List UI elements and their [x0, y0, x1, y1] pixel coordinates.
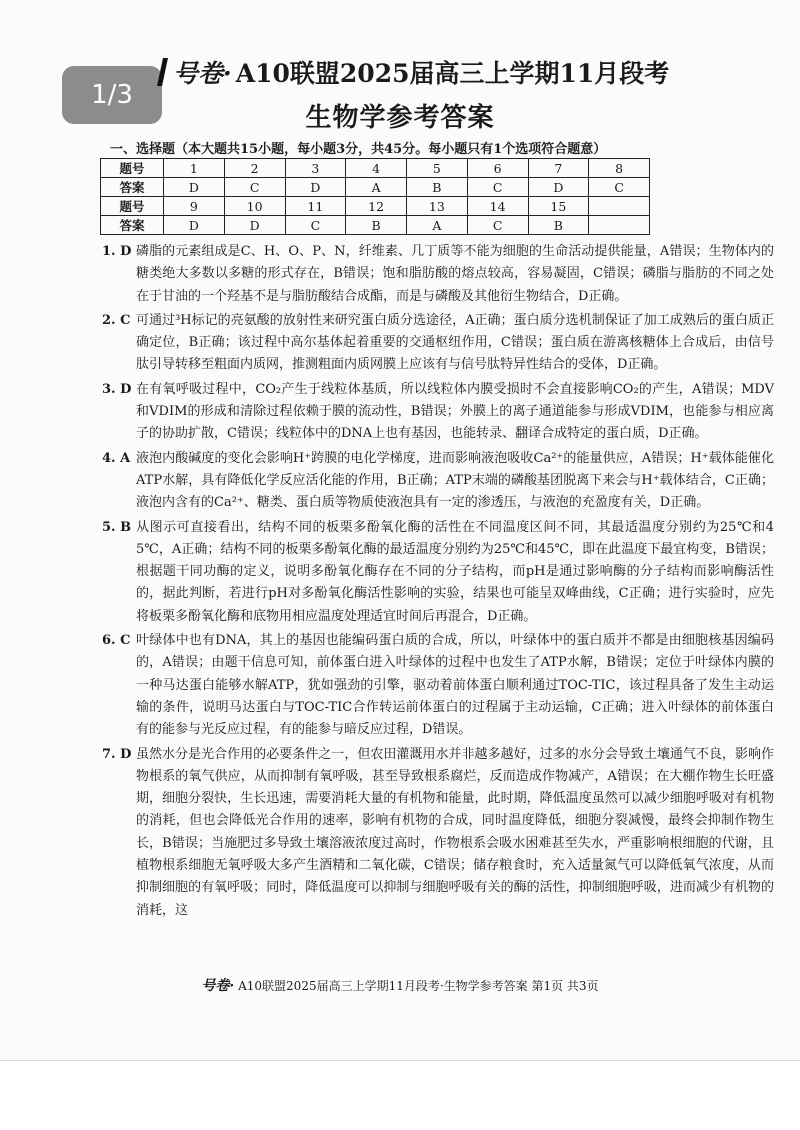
answer-cell: B: [346, 216, 407, 235]
item-number: 7. D: [102, 746, 132, 762]
explanation-item: [102, 448, 774, 515]
question-number: 10: [224, 197, 285, 216]
explanation-item: [102, 379, 774, 446]
brand-logo-text: 号卷·: [173, 59, 232, 88]
question-number: 5: [407, 159, 468, 178]
answer-table-row: [101, 178, 650, 197]
answer-cell: C: [285, 216, 346, 235]
question-number: 3: [285, 159, 346, 178]
item-number: 5. B: [102, 519, 132, 535]
question-number: 2: [224, 159, 285, 178]
item-text: 可通过³H标记的亮氨酸的放射性来研究蛋白质分选途径，A正确；蛋白质分选机制保证了加工成熟后的蛋白质正确定位，B正确；该过程中高尔基体起着重要的交通枢纽作用，C错误；蛋白质在游离核糖体上合成后，由信号肽引导转移至粗面内质网，推测粗面内质网膜上应该有与信号肽特异性结合的受体，D正确。: [136, 312, 774, 373]
page-indicator-badge[interactable]: 1/3: [62, 66, 162, 124]
answer-cell: C: [589, 178, 650, 197]
question-number: 15: [528, 197, 589, 216]
question-number: 11: [285, 197, 346, 216]
document-title: A10联盟2025届高三上学期11月段考: [235, 59, 670, 88]
answer-table-row: [101, 197, 650, 216]
answer-cell: C: [467, 178, 528, 197]
page-divider: [0, 1060, 800, 1061]
answer-cell: [589, 216, 650, 235]
item-text: 在有氧呼吸过程中，CO₂产生于线粒体基质，所以线粒体内膜受损时不会直接影响CO₂的产生，A错误；MDV和VDIM的形成和清除过程依赖于膜的流动性，B错误；外膜上的离子通道能参与形成VDIM，也能参与相应离子的协助扩散，C错误；线粒体中的DNA上也有基因，也能转录、翻译合成特定的蛋白质，D正确。: [136, 381, 774, 442]
row-label: 答案: [101, 216, 164, 235]
row-label: 答案: [101, 178, 164, 197]
answer-cell: D: [164, 178, 225, 197]
answer-explanations: [102, 241, 774, 924]
question-number: 6: [467, 159, 528, 178]
answer-cell: A: [346, 178, 407, 197]
answer-table-row: [101, 159, 650, 178]
item-text: 液泡内酸碱度的变化会影响H⁺跨膜的电化学梯度，进而影响液泡吸收Ca²⁺的能量供应，A错误；H⁺载体能催化ATP水解，具有降低化学反应活化能的作用，B正确；ATP末端的磷酸基团脱离下来会与H⁺载体结合，C正确；液泡内含有的Ca²⁺、糖类、蛋白质等物质使液泡具有一定的渗透压，与液泡的充盈度有关，D正确。: [136, 450, 774, 511]
item-number: 3. D: [102, 381, 132, 397]
answer-cell: A: [407, 216, 468, 235]
item-text: 叶绿体中也有DNA，其上的基因也能编码蛋白质的合成，所以，叶绿体中的蛋白质并不都是由细胞核基因编码的，A错误；由题干信息可知，前体蛋白进入叶绿体的过程中也发生了ATP水解，B错误；定位于叶绿体内膜的一种马达蛋白能够水解ATP，犹如强劲的引擎，驱动着前体蛋白顺利通过TOC-TIC，该过程具备了发生主动运输的条件，说明马达蛋白与TOC-TIC合作转运前体蛋白的过程属于主动运输，C正确；进入叶绿体的前体蛋白有的能参与光反应过程，有的能参与暗反应过程，D错误。: [136, 633, 774, 738]
question-number: 8: [589, 159, 650, 178]
document-header: [160, 52, 685, 92]
answer-cell: B: [407, 178, 468, 197]
question-number: 4: [346, 159, 407, 178]
item-number: 2. C: [102, 312, 131, 328]
row-label: 题号: [101, 197, 164, 216]
answer-cell: B: [528, 216, 589, 235]
answer-cell: C: [224, 178, 285, 197]
answer-table: [100, 158, 650, 235]
row-label: 题号: [101, 159, 164, 178]
explanation-item: [102, 630, 774, 741]
question-number: [589, 197, 650, 216]
answer-cell: D: [285, 178, 346, 197]
answer-table-row: [101, 216, 650, 235]
explanation-item: [102, 517, 774, 628]
document-subtitle: 生物学参考答案: [305, 103, 495, 133]
question-number: 1: [164, 159, 225, 178]
question-number: 9: [164, 197, 225, 216]
question-number: 14: [467, 197, 528, 216]
question-number: 13: [407, 197, 468, 216]
item-text: 虽然水分是光合作用的必要条件之一，但农田灌溉用水并非越多越好，过多的水分会导致土壤通气不良，影响作物根系的氧气供应，从而抑制有氧呼吸，甚至导致根系腐烂，反而造成作物减产，A错误；在大棚作物生长旺盛期，细胞分裂快，生长迅速，需要消耗大量的有机物和能量，此时期，降低温度虽然可以减少细胞呼吸对有机物的消耗，但也会降低光合作用的速率，影响有机物的合成，同时温度降低，细胞分裂减慢，最终会抑制作物生长，B错误；当施肥过多导致土壤溶液浓度过高时，作物根系会吸水困难甚至失水，严重影响根细胞的代谢，且植物根系细胞无氧呼吸大多产生酒精和二氧化碳，C错误；储存粮食时，充入适量氮气可以降低氧气浓度，从而抑制细胞的有氧呼吸；同时，降低温度可以抑制与细胞呼吸有关的酶的活性，抑制细胞呼吸，进而减少有机物的消耗，这: [136, 746, 774, 918]
answer-cell: D: [224, 216, 285, 235]
section-title: 一、选择题（本大题共15小题，每小题3分，共45分。每小题只有1个选项符合题意）: [110, 142, 607, 157]
item-number: 4. A: [102, 450, 131, 466]
question-number: 12: [346, 197, 407, 216]
item-number: 6. C: [102, 633, 131, 649]
answer-cell: D: [164, 216, 225, 235]
explanation-item: [102, 241, 774, 308]
footer-logo: 号卷·: [201, 978, 235, 994]
explanation-item: [102, 310, 774, 377]
footer-text: A10联盟2025届高三上学期11月段考·生物学参考答案 第1页 共3页: [238, 979, 599, 993]
answer-cell: C: [467, 216, 528, 235]
answer-cell: D: [528, 178, 589, 197]
item-number: 1. D: [102, 244, 132, 259]
explanation-item: [102, 744, 774, 922]
question-number: 7: [528, 159, 589, 178]
item-text: 磷脂的元素组成是C、H、O、P、N，纤维素、几丁质等不能为细胞的生命活动提供能量，A错误；生物体内的糖类绝大多数以多糖的形式存在，B错误；饱和脂肪酸的熔点较高，容易凝固，C错误；磷脂与脂肪的不同之处在于甘油的一个羟基不是与脂肪酸结合成酯，而是与磷酸及其他衍生物结合，D正确。: [136, 244, 774, 304]
page-footer: [0, 975, 800, 995]
item-text: 从图示可直接看出，结构不同的板栗多酚氧化酶的活性在不同温度区间不同，其最适温度分别约为25℃和45℃，A正确；结构不同的板栗多酚氧化酶的最适温度分别约为25℃和45℃，即在此温度下最宜构变，B错误；根据题干同功酶的定义，说明多酚氧化酶存在不同的分子结构，而pH是通过影响酶的分子结构而影响酶活性的，据此判断，若进行pH对多酚氧化酶活性影响的实验，结果也可能呈双峰曲线，C正确；进行实验时，应先将板栗多酚氧化酶和底物用相应温度处理适宜时间后再混合，D正确。: [136, 519, 774, 624]
